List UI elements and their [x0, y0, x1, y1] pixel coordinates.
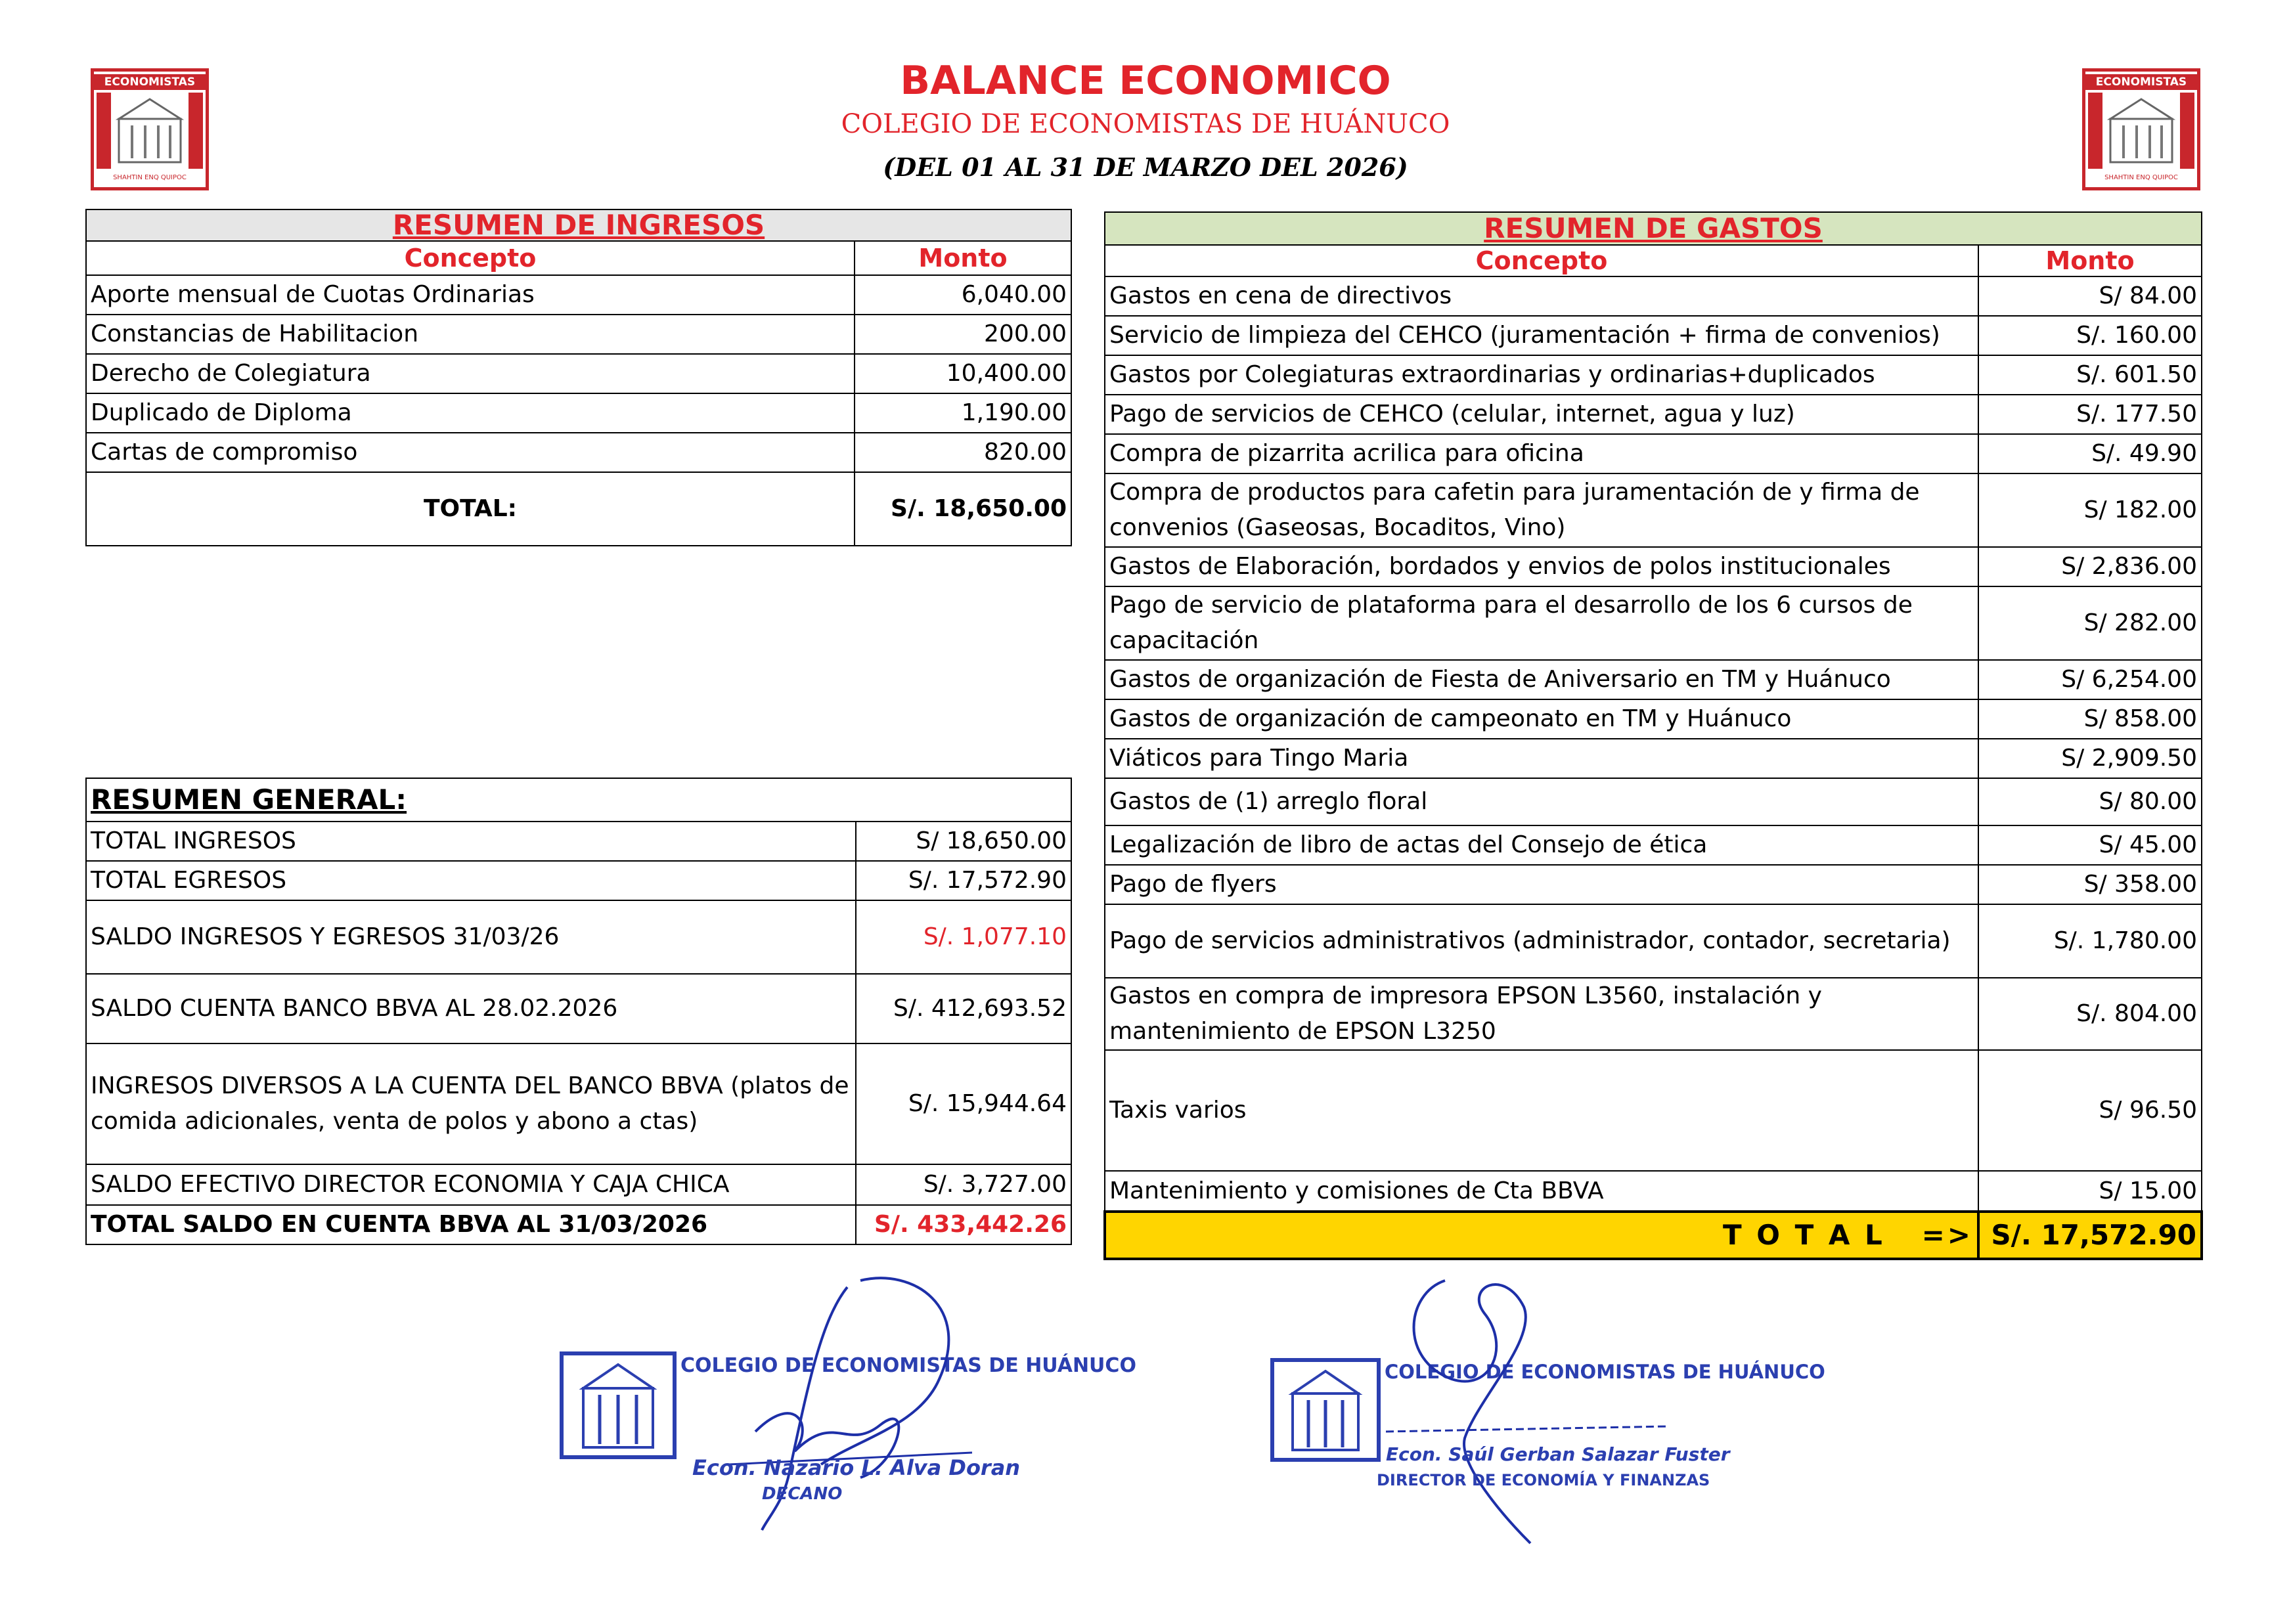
gastos-concept: Legalización de libro de actas del Consejo de ética	[1105, 825, 1978, 865]
table-row	[86, 1164, 1071, 1205]
ingresos-amount: 1,190.00	[855, 393, 1071, 433]
ingresos-total-label: TOTAL:	[86, 472, 855, 546]
resumen-general-table	[85, 778, 1072, 1245]
building-icon	[112, 93, 187, 167]
gastos-amount: S/ 80.00	[1978, 778, 2202, 825]
table-row	[86, 822, 1071, 861]
ingresos-amount: 6,040.00	[855, 275, 1071, 315]
table-row	[1105, 1050, 2202, 1171]
signer-name: Econ. Saúl Gerban Salazar Fuster	[1386, 1443, 1730, 1465]
ingresos-col-concept: Concepto	[86, 241, 855, 275]
gastos-concept: Pago de flyers	[1105, 865, 1978, 904]
ingresos-amount: 820.00	[855, 433, 1071, 472]
gastos-amount: S/ 6,254.00	[1978, 660, 2202, 699]
general-amount: S/. 17,572.90	[856, 861, 1071, 900]
gastos-amount: S/. 804.00	[1978, 978, 2202, 1050]
general-total-amount: S/. 433,442.26	[856, 1205, 1071, 1244]
gastos-amount: S/. 1,780.00	[1978, 904, 2202, 978]
gastos-col-concept: Concepto	[1105, 245, 1978, 276]
general-label: TOTAL EGRESOS	[86, 861, 856, 900]
college-logo-left: ECONOMISTAS SHAHTIN ENQ QUIPOC	[91, 68, 209, 190]
gastos-total-amount: S/. 17,572.90	[1978, 1212, 2202, 1259]
page-title: BALANCE ECONOMICO	[900, 58, 1391, 104]
gastos-concept: Gastos de Elaboración, bordados y envios de polos institucionales	[1105, 547, 1978, 586]
gastos-concept: Pago de servicio de plataforma para el desarrollo de los 6 cursos de capacitación	[1105, 586, 1978, 660]
ingresos-table	[85, 209, 1072, 546]
ingresos-concept: Duplicado de Diploma	[86, 393, 855, 433]
general-amount: S/. 412,693.52	[856, 974, 1071, 1043]
table-row	[1105, 395, 2202, 434]
table-row	[86, 354, 1071, 393]
general-total-label: TOTAL SALDO EN CUENTA BBVA AL 31/03/2026	[86, 1205, 856, 1244]
ingresos-concept: Aporte mensual de Cuotas Ordinarias	[86, 275, 855, 315]
ingresos-title: RESUMEN DE INGRESOS	[86, 209, 1071, 241]
table-row	[1105, 904, 2202, 978]
gastos-amount: S/ 358.00	[1978, 865, 2202, 904]
table-row	[86, 900, 1071, 974]
gastos-amount: S/ 45.00	[1978, 825, 2202, 865]
general-amount: S/. 3,727.00	[856, 1164, 1071, 1205]
table-row	[1105, 660, 2202, 699]
gastos-concept: Compra de pizarrita acrilica para oficina	[1105, 434, 1978, 473]
table-row	[1105, 316, 2202, 355]
table-row	[1105, 434, 2202, 473]
table-row	[86, 315, 1071, 354]
stamp-title: COLEGIO DE ECONOMISTAS DE HUÁNUCO	[680, 1354, 1136, 1377]
gastos-concept: Gastos de (1) arreglo floral	[1105, 778, 1978, 825]
signer-name: Econ. Nazario L. Alva Doran	[692, 1455, 1021, 1480]
table-row	[1105, 699, 2202, 739]
ingresos-col-amount: Monto	[855, 241, 1071, 275]
gastos-concept: Pago de servicios administrativos (administrador, contador, secretaria)	[1105, 904, 1978, 978]
general-label: TOTAL INGRESOS	[86, 822, 856, 861]
gastos-amount: S/ 2,909.50	[1978, 739, 2202, 778]
gastos-table	[1103, 211, 2203, 1260]
gastos-amount: S/. 177.50	[1978, 395, 2202, 434]
gastos-amount: S/. 601.50	[1978, 355, 2202, 395]
gastos-total-label: T O T A L =>	[1105, 1212, 1978, 1259]
signer-role: DIRECTOR DE ECONOMÍA Y FINANZAS	[1377, 1471, 1710, 1489]
table-row	[1105, 865, 2202, 904]
gastos-concept: Gastos de organización de Fiesta de Aniversario en TM y Huánuco	[1105, 660, 1978, 699]
table-row	[86, 275, 1071, 315]
ingresos-concept: Derecho de Colegiatura	[86, 354, 855, 393]
table-row	[1105, 739, 2202, 778]
gastos-concept: Pago de servicios de CEHCO (celular, internet, agua y luz)	[1105, 395, 1978, 434]
building-icon	[2104, 93, 2179, 167]
general-amount: S/. 15,944.64	[856, 1043, 1071, 1164]
table-row	[86, 393, 1071, 433]
gastos-amount: S/ 182.00	[1978, 473, 2202, 547]
gastos-amount: S/ 15.00	[1978, 1171, 2202, 1212]
ingresos-concept: Constancias de Habilitacion	[86, 315, 855, 354]
table-row	[1105, 473, 2202, 547]
table-row	[1105, 276, 2202, 316]
signature-block-director	[1261, 1267, 1825, 1550]
gastos-concept: Taxis varios	[1105, 1050, 1978, 1171]
gastos-concept: Mantenimiento y comisiones de Cta BBVA	[1105, 1171, 1978, 1212]
gastos-concept: Compra de productos para cafetin para juramentación de y firma de convenios (Gaseosas, Bocaditos, Vino)	[1105, 473, 1978, 547]
signature-scribble	[1360, 1267, 1688, 1550]
general-amount: S/ 18,650.00	[856, 822, 1071, 861]
gastos-amount: S/ 96.50	[1978, 1050, 2202, 1171]
ingresos-concept: Cartas de compromiso	[86, 433, 855, 472]
gastos-title: RESUMEN DE GASTOS	[1105, 212, 2202, 245]
table-row	[1105, 778, 2202, 825]
table-row	[1105, 547, 2202, 586]
gastos-amount: S/ 2,836.00	[1978, 547, 2202, 586]
gastos-concept: Gastos de organización de campeonato en TM y Huánuco	[1105, 699, 1978, 739]
page-subtitle: COLEGIO DE ECONOMISTAS DE HUÁNUCO	[841, 109, 1450, 139]
gastos-col-amount: Monto	[1978, 245, 2202, 276]
college-logo-right: ECONOMISTAS SHAHTIN ENQ QUIPOC	[2082, 68, 2200, 190]
gastos-concept: Gastos en compra de impresora EPSON L3560, instalación y mantenimiento de EPSON L3250	[1105, 978, 1978, 1050]
gastos-concept: Gastos por Colegiaturas extraordinarias y ordinarias+duplicados	[1105, 355, 1978, 395]
gastos-concept: Gastos en cena de directivos	[1105, 276, 1978, 316]
table-row	[1105, 1171, 2202, 1212]
table-row	[1105, 355, 2202, 395]
gastos-amount: S/. 160.00	[1978, 316, 2202, 355]
table-row	[1105, 825, 2202, 865]
gastos-amount: S/ 84.00	[1978, 276, 2202, 316]
general-amount: S/. 1,077.10	[856, 900, 1071, 974]
signer-role: DECANO	[762, 1484, 843, 1504]
building-icon	[564, 1355, 673, 1455]
ingresos-amount: 200.00	[855, 315, 1071, 354]
gastos-amount: S/ 858.00	[1978, 699, 2202, 739]
gastos-concept: Servicio de limpieza del CEHCO (juramentación + firma de convenios)	[1105, 316, 1978, 355]
table-row	[1105, 978, 2202, 1050]
table-row	[86, 1043, 1071, 1164]
general-label: INGRESOS DIVERSOS A LA CUENTA DEL BANCO BBVA (platos de comida adicionales, venta de polos y abono a ctas)	[86, 1043, 856, 1164]
table-row	[86, 1205, 1071, 1244]
stamp-title: COLEGIO DE ECONOMISTAS DE HUÁNUCO	[1385, 1361, 1825, 1383]
table-row	[1105, 586, 2202, 660]
seal-stamp	[560, 1351, 677, 1459]
gastos-concept: Viáticos para Tingo Maria	[1105, 739, 1978, 778]
ingresos-total-amount: S/. 18,650.00	[855, 472, 1071, 546]
general-label: SALDO EFECTIVO DIRECTOR ECONOMIA Y CAJA CHICA	[86, 1164, 856, 1205]
general-label: SALDO CUENTA BANCO BBVA AL 28.02.2026	[86, 974, 856, 1043]
signature-block-decano	[552, 1267, 1136, 1543]
table-row	[86, 974, 1071, 1043]
gastos-amount: S/. 49.90	[1978, 434, 2202, 473]
ingresos-amount: 10,400.00	[855, 354, 1071, 393]
gastos-amount: S/ 282.00	[1978, 586, 2202, 660]
table-row	[86, 861, 1071, 900]
resumen-general-title: RESUMEN GENERAL:	[86, 778, 1071, 822]
report-period: (DEL 01 AL 31 DE MARZO DEL 2026)	[883, 152, 1408, 182]
table-row	[86, 433, 1071, 472]
general-label: SALDO INGRESOS Y EGRESOS 31/03/26	[86, 900, 856, 974]
